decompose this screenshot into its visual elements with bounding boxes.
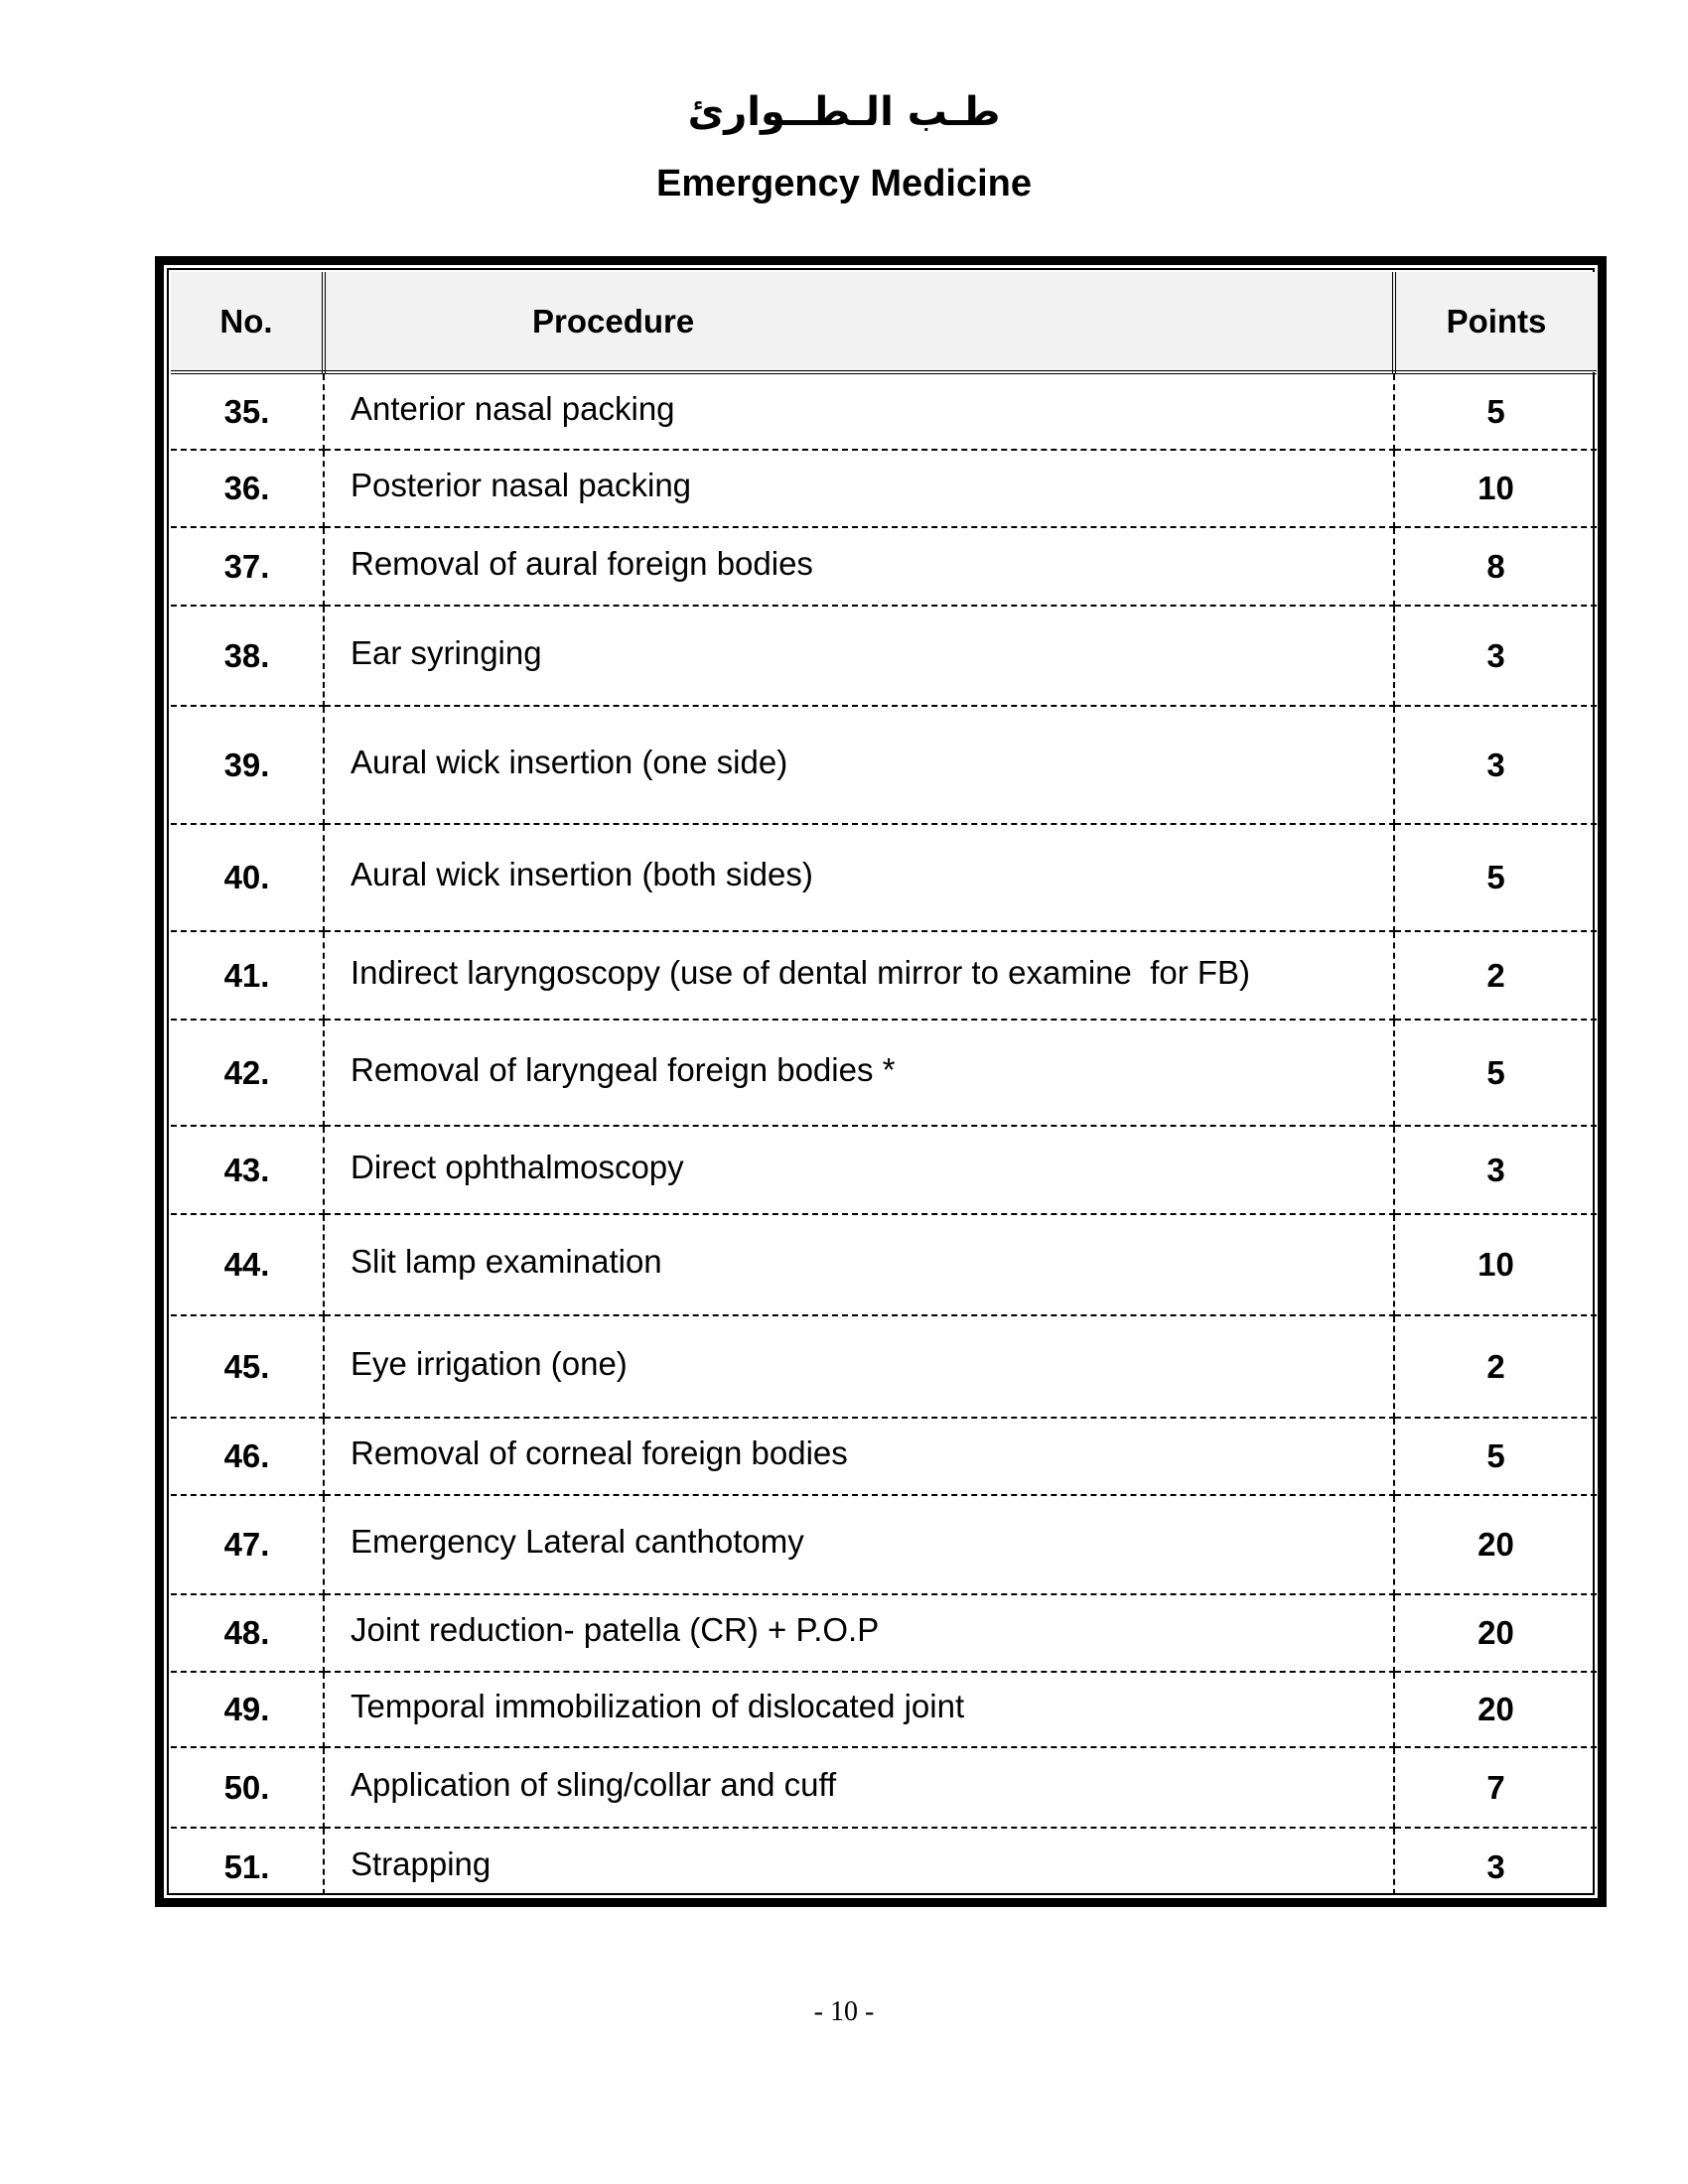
procedure-points: 2	[1394, 1315, 1597, 1418]
row-number: 38.	[171, 606, 324, 706]
row-number: 47.	[171, 1495, 324, 1594]
table-header-row	[171, 272, 1597, 372]
table-row	[171, 1315, 1597, 1418]
procedures-table	[171, 272, 1597, 1905]
procedure-points: 20	[1394, 1594, 1597, 1672]
page-title-arabic: طـب الـطــوارئ	[687, 89, 1001, 135]
procedure-points: 5	[1394, 824, 1597, 931]
procedure-name: Indirect laryngoscopy (use of dental mirror to examine for FB)	[324, 931, 1394, 1020]
row-number: 35.	[171, 372, 324, 450]
row-number: 43.	[171, 1126, 324, 1214]
procedure-points: 20	[1394, 1672, 1597, 1747]
table-row	[171, 1126, 1597, 1214]
row-number: 45.	[171, 1315, 324, 1418]
row-number: 41.	[171, 931, 324, 1020]
row-number: 51.	[171, 1828, 324, 1905]
procedure-name: Anterior nasal packing	[324, 372, 1394, 450]
row-number: 42.	[171, 1020, 324, 1126]
procedure-points: 10	[1394, 1214, 1597, 1315]
table-row	[171, 1828, 1597, 1905]
procedure-name: Removal of aural foreign bodies	[324, 527, 1394, 606]
table-row	[171, 706, 1597, 824]
procedure-points: 3	[1394, 1126, 1597, 1214]
procedure-points: 5	[1394, 372, 1597, 450]
page-title: Emergency Medicine	[655, 163, 1033, 205]
table-row	[171, 527, 1597, 606]
row-number: 39.	[171, 706, 324, 824]
procedure-name: Emergency Lateral canthotomy	[324, 1495, 1394, 1594]
procedures-table-inner-border	[167, 268, 1595, 1895]
table-row	[171, 606, 1597, 706]
procedure-points: 5	[1394, 1020, 1597, 1126]
row-number: 46.	[171, 1418, 324, 1495]
procedure-name: Strapping	[324, 1828, 1394, 1905]
table-row	[171, 450, 1597, 527]
procedure-points: 3	[1394, 706, 1597, 824]
procedure-name: Posterior nasal packing	[324, 450, 1394, 527]
procedures-table-frame	[155, 256, 1607, 1907]
table-row	[171, 931, 1597, 1020]
procedure-points: 3	[1394, 606, 1597, 706]
procedure-name: Eye irrigation (one)	[324, 1315, 1394, 1418]
row-number: 49.	[171, 1672, 324, 1747]
procedure-points: 10	[1394, 450, 1597, 527]
row-number: 44.	[171, 1214, 324, 1315]
table-row	[171, 1495, 1597, 1594]
procedure-name: Aural wick insertion (both sides)	[324, 824, 1394, 931]
table-row	[171, 372, 1597, 450]
table-row	[171, 1020, 1597, 1126]
procedure-name: Joint reduction- patella (CR) + P.O.P	[324, 1594, 1394, 1672]
table-row	[171, 1214, 1597, 1315]
procedure-name: Slit lamp examination	[324, 1214, 1394, 1315]
table-row	[171, 1418, 1597, 1495]
row-number: 48.	[171, 1594, 324, 1672]
page-number: - 10 -	[813, 1996, 875, 2027]
column-header-no: No.	[171, 272, 324, 372]
table-body	[171, 372, 1597, 1905]
table-row	[171, 1594, 1597, 1672]
row-number: 37.	[171, 527, 324, 606]
procedure-points: 7	[1394, 1747, 1597, 1828]
column-header-procedure: Procedure	[324, 272, 1394, 372]
row-number: 36.	[171, 450, 324, 527]
procedure-name: Removal of laryngeal foreign bodies *	[324, 1020, 1394, 1126]
table-row	[171, 1672, 1597, 1747]
procedure-name: Removal of corneal foreign bodies	[324, 1418, 1394, 1495]
procedure-name: Temporal immobilization of dislocated joint	[324, 1672, 1394, 1747]
procedure-points: 5	[1394, 1418, 1597, 1495]
procedure-points: 8	[1394, 527, 1597, 606]
row-number: 50.	[171, 1747, 324, 1828]
procedure-points: 2	[1394, 931, 1597, 1020]
procedure-points: 20	[1394, 1495, 1597, 1594]
procedure-name: Direct ophthalmoscopy	[324, 1126, 1394, 1214]
table-row	[171, 824, 1597, 931]
table-row	[171, 1747, 1597, 1828]
column-header-points: Points	[1394, 272, 1597, 372]
procedure-points: 3	[1486, 1847, 1505, 1885]
procedure-name: Application of sling/collar and cuff	[324, 1747, 1394, 1828]
row-number: 40.	[171, 824, 324, 931]
procedure-name: Ear syringing	[324, 606, 1394, 706]
procedure-name: Aural wick insertion (one side)	[324, 706, 1394, 824]
